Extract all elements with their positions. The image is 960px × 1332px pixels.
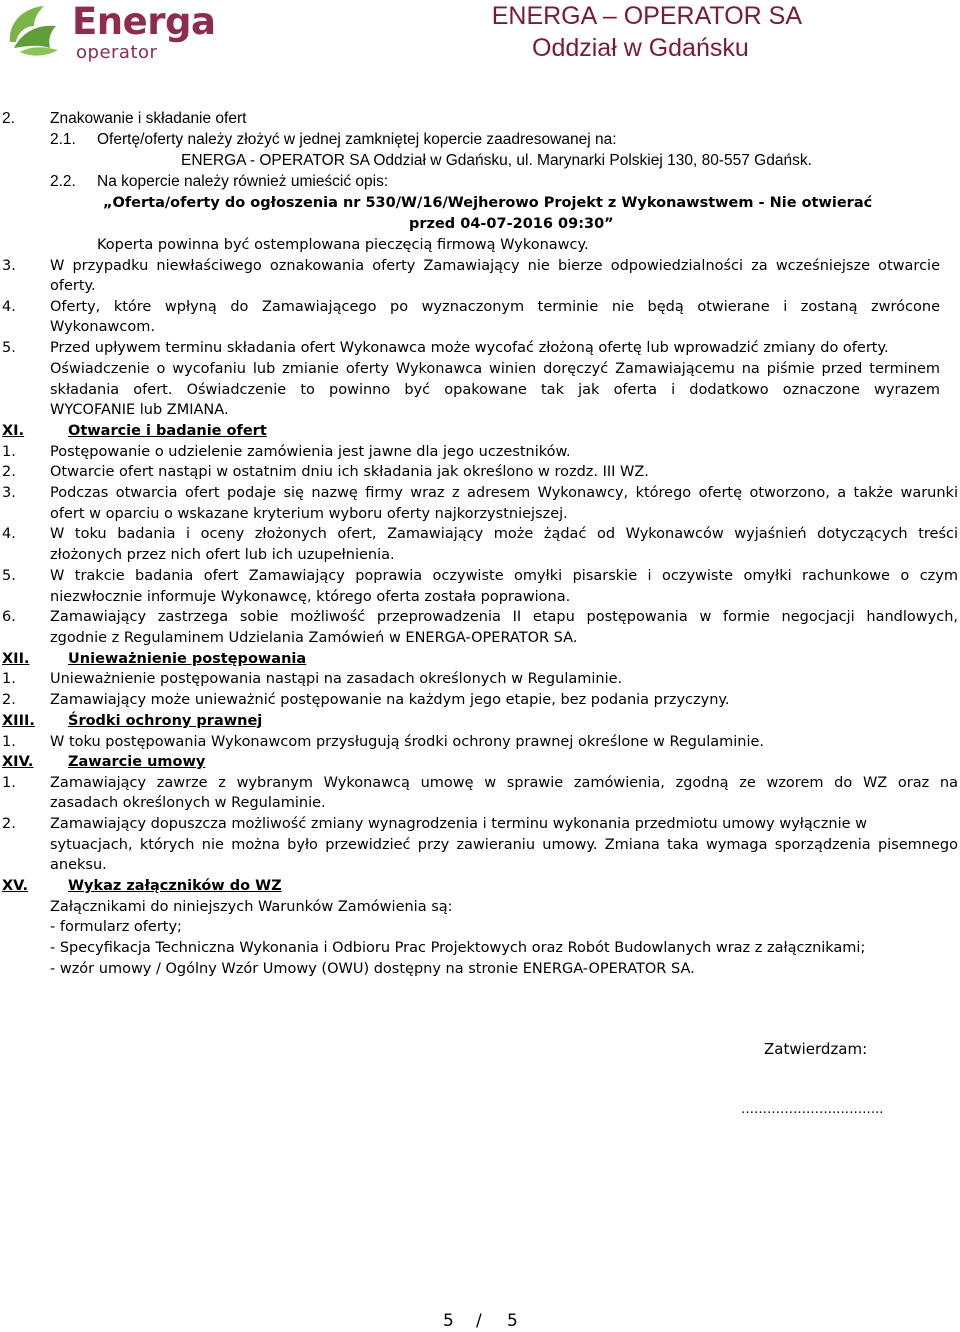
section-title: Wykaz załączników do WZ — [68, 878, 282, 894]
envelope-description-line1: „Oferta/oferty do ogłoszenia nr 530/W/16/Wejherowo Projekt z Wykonawstwem - Nie otwierać — [103, 195, 873, 211]
section-title: Środki ochrony prawnej — [68, 713, 263, 729]
item-text: W trakcie badania ofert Zamawiający poprawia oczywiste omyłki pisarskie i oczywiste omyłki rachunkowe o czym — [50, 568, 958, 584]
item-number: 2. — [2, 692, 16, 708]
item-number: 3. — [2, 258, 16, 274]
item-text: sytuacjach, których nie można było przewidzieć przy zawieraniu umowy. Zmiana taka wymaga sporządzenia pisemnego — [50, 837, 958, 853]
item-text: Podczas otwarcia ofert podaje się nazwę firmy wraz z adresem Wykonawcy, którego ofertę otworzono, a także warunki — [50, 485, 958, 501]
attachment-item: - wzór umowy / Ogólny Wzór Umowy (OWU) dostępny na stronie ENERGA-OPERATOR SA. — [50, 961, 695, 977]
item-text: Na kopercie należy również umieścić opis: — [97, 173, 389, 190]
section-number: XV. — [2, 878, 29, 894]
item-text: składania ofert. Oświadczenie to powinno być opakowane tak jak oferta i dodatkowo oznaczone wyrazem — [50, 382, 940, 398]
item-text: Zamawiający zastrzega sobie możliwość przeprowadzenia II etapu postępowania w formie negocjacji handlowych, — [50, 609, 958, 625]
page-number-total: 5 — [507, 1311, 518, 1331]
item-text: Znakowanie i składanie ofert — [50, 110, 247, 127]
item-number: 6. — [2, 609, 16, 625]
item-text: Postępowanie o udzielenie zamówienia jest jawne dla jego uczestników. — [50, 444, 571, 460]
item-number: 2. — [2, 464, 16, 480]
section-number: XI. — [2, 423, 25, 439]
item-number: 2.2. — [50, 173, 76, 190]
item-text: Zamawiający dopuszcza możliwość zmiany wynagrodzenia i terminu wykonania przedmiotu umowy wyłącznie w — [50, 816, 867, 832]
item-text: W toku badania i oceny złożonych ofert, Zamawiający może żądać od Wykonawców wyjaśnień dotyczących treści — [50, 526, 958, 542]
item-number: 2. — [2, 110, 15, 127]
envelope-description-line2: przed 04-07-2016 09:30” — [409, 216, 614, 232]
item-text: W przypadku niewłaściwego oznakowania oferty Zamawiający nie bierze odpowiedzialności za wcześniejsze otwarcie — [50, 258, 940, 274]
energa-logo — [4, 0, 216, 70]
list-item-cont: aneksu. — [50, 857, 107, 873]
envelope-stamp-note: Koperta powinna być ostemplowana pieczęcią firmową Wykonawcy. — [97, 237, 589, 253]
item-number: 1. — [2, 671, 16, 687]
list-item-cont: ofert w oparciu o wskazane kryterium wyboru oferty najkorzystniejszej. — [50, 506, 568, 522]
item-text: Przed upływem terminu składania ofert Wykonawca może wycofać złożoną ofertę lub wprowadzić zmiany do oferty. — [50, 340, 889, 356]
section-number: XIV. — [2, 754, 34, 770]
company-name: ENERGA – OPERATOR SA — [491, 2, 802, 30]
logo-subtitle: operator — [76, 42, 158, 63]
list-item-cont: zasadach określonych w Regulaminie. — [50, 795, 326, 811]
item-number: 2. — [2, 816, 16, 832]
list-item-cont: zgodnie z Regulaminem Udzielania Zamówień w ENERGA-OPERATOR SA. — [50, 630, 578, 646]
leaf-logo-icon — [4, 2, 62, 58]
item-text: Oferty, które wpłyną do Zamawiającego po wyznaczonym terminie nie będą otwierane i zostaną zwrócone — [50, 299, 940, 315]
section-title: Unieważnienie postępowania — [68, 651, 307, 667]
item-number: 5. — [2, 340, 16, 356]
list-item-cont: niezwłocznie informuje Wykonawcę, którego oferta została poprawiona. — [50, 589, 571, 605]
page-number-separator: / — [476, 1311, 482, 1331]
item-number: 2.1. — [50, 131, 76, 148]
item-number: 4. — [2, 526, 16, 542]
item-text: Zamawiający zawrze z wybranym Wykonawcą umowę w sprawie zamówienia, zgodną ze wzorem do WZ oraz na — [50, 775, 958, 791]
item-number: 5. — [2, 568, 16, 584]
attachments-intro: Załącznikami do niniejszych Warunków Zamówienia są: — [50, 899, 453, 915]
item-number: 1. — [2, 734, 16, 750]
section-title: Zawarcie umowy — [68, 754, 206, 770]
section-3-cont: oferty. — [50, 278, 96, 294]
list-item-cont: złożonych przez nich ofert lub ich uzupełnienia. — [50, 547, 395, 563]
item-text: Ofertę/oferty należy złożyć w jednej zamkniętej kopercie zaadresowanej na: — [97, 131, 617, 148]
section-4-cont: Wykonawcom. — [50, 319, 155, 335]
item-text: Zamawiający może unieważnić postępowanie na każdym jego etapie, bez podania przyczyny. — [50, 692, 730, 708]
item-number: 1. — [2, 775, 16, 791]
item-text: W toku postępowania Wykonawcom przysługują środki ochrony prawnej określone w Regulaminie. — [50, 734, 765, 750]
item-number: 4. — [2, 299, 16, 315]
company-branch: Oddział w Gdańsku — [532, 34, 749, 62]
section-number: XIII. — [2, 713, 35, 729]
item-text: Otwarcie ofert nastąpi w ostatnim dniu ich składania jak określono w rozdz. III WZ. — [50, 464, 649, 480]
page-number-current: 5 — [443, 1311, 454, 1331]
delivery-address: ENERGA - OPERATOR SA Oddział w Gdańsku, ul. Marynarki Polskiej 130, 80-557 Gdańsk. — [181, 152, 812, 169]
signature-line: ………………….……….. — [741, 1102, 884, 1117]
attachment-item: - formularz oferty; — [50, 919, 182, 935]
item-text: Unieważnienie postępowania nastąpi na zasadach określonych w Regulaminie. — [50, 671, 623, 687]
section-title: Otwarcie i badanie ofert — [68, 423, 267, 439]
item-number: 3. — [2, 485, 16, 501]
item-number: 1. — [2, 444, 16, 460]
section-number: XII. — [2, 651, 30, 667]
approval-label: Zatwierdzam: — [764, 1040, 868, 1058]
item-text: Oświadczenie o wycofaniu lub zmianie oferty Wykonawca winien doręczyć Zamawiającemu na piśmie przed terminem — [50, 361, 940, 377]
logo-wordmark: Energa — [72, 0, 216, 43]
attachment-item: - Specyfikacja Techniczna Wykonania i Odbioru Prac Projektowych oraz Robót Budowlanych wraz z załącznikami; — [50, 940, 866, 956]
section-5-line4: WYCOFANIE lub ZMIANA. — [50, 402, 229, 418]
